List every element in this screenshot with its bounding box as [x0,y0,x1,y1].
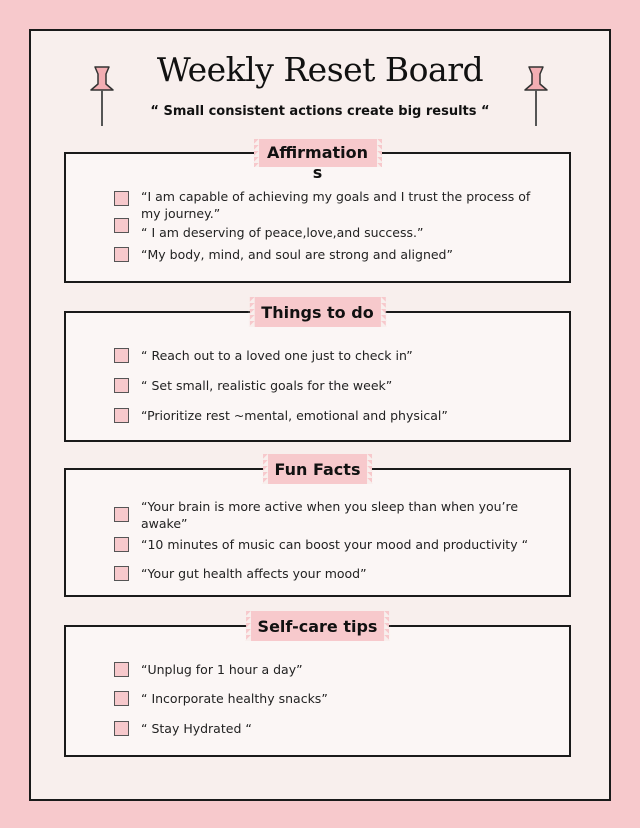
checklist-item [114,377,534,394]
checkbox[interactable] [114,408,129,423]
section-fun-facts [64,459,571,597]
section-heading: Self-care tips [246,611,390,641]
item-text: “Your brain is more active when you sleep than when you’re awake” [141,499,519,531]
checkbox[interactable] [114,721,129,736]
item-text: “ Set small, realistic goals for the week” [141,378,393,393]
checklist-item [114,246,534,263]
checklist-item [114,536,534,553]
checklist-item [114,498,534,532]
checklist-item [114,720,534,737]
item-text: “Your gut health affects your mood” [141,566,367,581]
checkbox[interactable] [114,218,129,233]
section-heading: Affirmations [254,139,382,167]
checkbox[interactable] [114,247,129,262]
item-text: “Unplug for 1 hour a day” [141,662,303,677]
checkbox[interactable] [114,507,129,522]
item-text: “ Incorporate healthy snacks” [141,691,328,706]
checklist-item [114,407,534,424]
section-things-to-do [64,302,571,442]
checkbox[interactable] [114,378,129,393]
checkbox[interactable] [114,662,129,677]
checkbox[interactable] [114,191,129,206]
item-text: “Prioritize rest ~mental, emotional and physical” [141,408,448,423]
checklist-item [114,565,534,582]
item-text: “My body, mind, and soul are strong and aligned” [141,247,453,262]
section-self-care-tips [64,616,571,757]
item-text: “I am capable of achieving my goals and I trust the process of my journey.” [141,189,531,221]
checkbox[interactable] [114,691,129,706]
checklist-item [114,188,534,222]
item-text: “ I am deserving of peace,love,and success.” [141,225,424,240]
checkbox[interactable] [114,537,129,552]
checklist-item [114,224,534,241]
section-affirmations [64,143,571,283]
checklist-item [114,661,534,678]
section-heading: Fun Facts [263,454,373,484]
page-title: Weekly Reset Board [156,50,484,89]
item-text: “ Reach out to a loved one just to check in” [141,348,413,363]
checkbox[interactable] [114,348,129,363]
section-heading: Things to do [249,297,385,327]
item-text: “10 minutes of music can boost your mood and productivity “ [141,537,529,552]
checklist-item [114,690,534,707]
item-text: “ Stay Hydrated “ [141,721,252,736]
page-subtitle: “ Small consistent actions create big results “ [150,104,490,119]
checklist-item [114,347,534,364]
checkbox[interactable] [114,566,129,581]
